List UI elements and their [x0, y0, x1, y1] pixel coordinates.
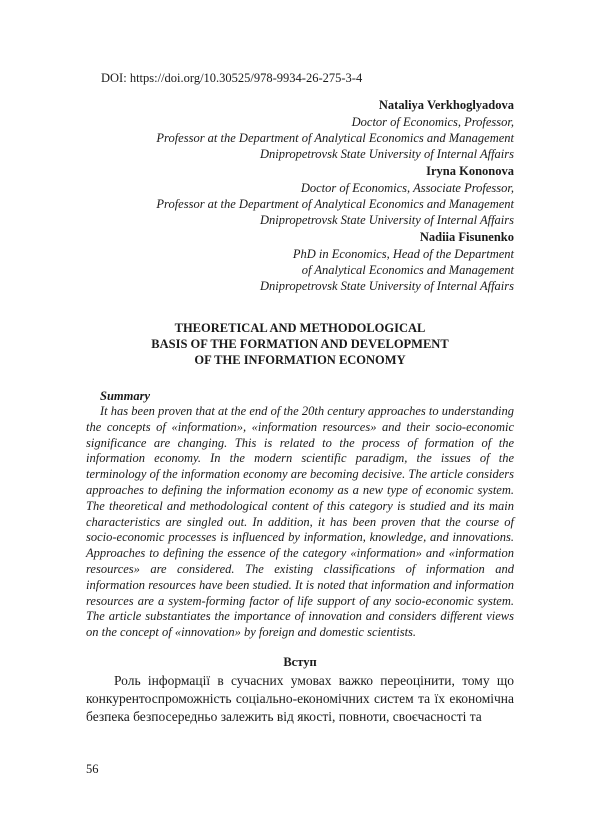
author-name: Iryna Kononova — [426, 164, 514, 178]
author-affiliation: Dnipropetrovsk State University of Internal Affairs — [259, 147, 514, 161]
title-line: BASIS OF THE FORMATION AND DEVELOPMENT — [151, 337, 449, 351]
author-position: Professor at the Department of Analytical Economics and Management — [156, 197, 514, 211]
author-degree: PhD in Economics, Head of the Department — [292, 247, 514, 261]
title-line: THEORETICAL AND METHODOLOGICAL — [174, 321, 426, 335]
author-position: Professor at the Department of Analytical Economics and Management — [156, 131, 514, 145]
author-entry — [74, 162, 514, 228]
summary-text: It has been proven that at the end of the 20th century approaches to understanding the concepts of «information», «information resources» and their socio-economic significance are changing. This is related to the process of formation of the information economy. In the modern scientific paradigm, the issues of the terminology of the information economy are becoming decisive. The article considers approaches to defining the information economy as a new type of economic system. The theoretical and methodological content of this category is studied and its main characteristics are singled out. In addition, it has been proven that the course of socio-economic processes is influenced by information, knowledge, and innovations. Approaches to defining the essence of the category «information» and «information resources» are considered. The existing classifications of information and information resources have been studied. It is noted that information and information resources are a system-forming factor of life support of any socio-economic system. The article substantiates the importance of innovation and considers different views on the concept of «innovation» by foreign and domestic scientists. — [86, 404, 514, 640]
author-block — [74, 96, 514, 294]
body-paragraph: Роль інформації в сучасних умовах важко переоцінити, тому що конкурентоспроможність соціально-економічних систем та їх економічна безпека безпосередньо залежить від якості, повноти, своєчасності та — [86, 673, 514, 724]
author-degree: Doctor of Economics, Professor, — [351, 115, 514, 129]
section-heading: Вступ — [283, 655, 317, 669]
author-position: of Analytical Economics and Management — [301, 263, 514, 277]
author-degree: Doctor of Economics, Associate Professor, — [300, 181, 514, 195]
author-name: Nataliya Verkhoglyadova — [378, 98, 514, 112]
page-number: 56 — [86, 762, 99, 776]
summary-heading: Summary — [100, 389, 151, 403]
author-entry — [74, 228, 514, 294]
author-name: Nadiia Fisunenko — [419, 230, 514, 244]
author-affiliation: Dnipropetrovsk State University of Internal Affairs — [259, 279, 514, 293]
article-title — [86, 320, 514, 368]
author-affiliation: Dnipropetrovsk State University of Internal Affairs — [259, 213, 514, 227]
doi-line: DOI: https://doi.org/10.30525/978-9934-26-275-3-4 — [101, 71, 363, 85]
author-entry — [74, 96, 514, 162]
summary-section — [86, 388, 514, 641]
title-line: OF THE INFORMATION ECONOMY — [194, 353, 406, 367]
